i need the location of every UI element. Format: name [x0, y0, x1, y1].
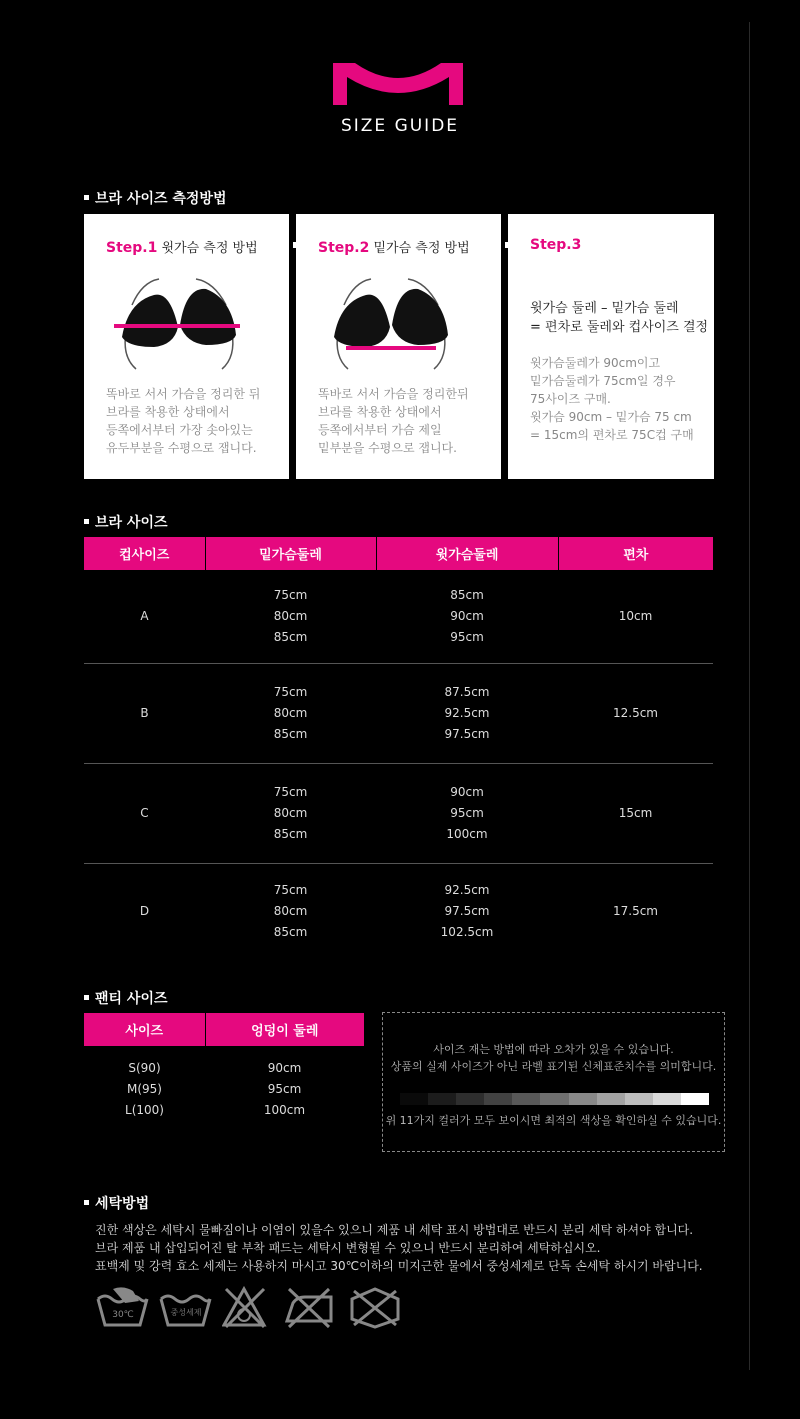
- panty-size-title: 팬티 사이즈: [84, 988, 168, 1008]
- cup-cell: C: [84, 763, 205, 863]
- color-swatch: [653, 1093, 681, 1105]
- step2-card: [296, 214, 501, 479]
- header-cup: 컵사이즈: [84, 537, 205, 570]
- step2-desc: 똑바로 서서 가슴을 정리한뒤 브라를 착용한 상태에서 등쪽에서부터 가슴 제일 밑부분을 수평으로 잽니다.: [318, 387, 469, 455]
- color-swatch-strip: [400, 1093, 709, 1105]
- table-header-row: [84, 1013, 364, 1046]
- step1-heading: Step.1 윗가슴 측정 방법: [106, 240, 258, 256]
- diff-cell: 17.5cm: [612, 903, 658, 918]
- header-underbust: 밑가슴둘레: [205, 537, 376, 570]
- bra-underbust-icon: [326, 277, 456, 372]
- wash-instructions: 진한 색상은 세탁시 물빠짐이나 이염이 있을수 있으니 제품 내 세탁 표시 방법대로 반드시 분리 세탁 하셔야 합니다. 브라 제품 내 삽입되어진 탈 부착 패드는 세탁시 변형될 수 있으니 반드시 분리하여 세탁하십시오. 표백제 및 강력 효소 세제는 사용하지 마시고 30℃이하의 미지근한 물에서 중성세제로 단독 손세탁 하시기 바랍니다.: [95, 1223, 703, 1273]
- underbust-cell: 75cm 80cm 85cm: [205, 663, 376, 763]
- step1-card: [84, 214, 289, 479]
- diff-cell: 15cm: [558, 763, 713, 863]
- color-swatch: [400, 1093, 428, 1105]
- overbust-cell: 90cm 95cm 100cm: [376, 763, 558, 863]
- cup-cell: B: [84, 663, 205, 763]
- step1-desc: 똑바로 서서 가슴을 정리한 뒤 브라를 착용한 상태에서 등쪽에서부터 가장 솟아있는 유두부분을 수평으로 잽니다.: [106, 387, 261, 455]
- color-swatch: [625, 1093, 653, 1105]
- diff-cell: 10cm: [558, 570, 713, 663]
- wash-title: 세탁방법: [84, 1193, 149, 1213]
- overbust-cell: 92.5cm 97.5cm 102.5cm: [440, 882, 494, 939]
- step3-card: [508, 214, 714, 479]
- diff-cell: 12.5cm: [558, 663, 713, 763]
- color-swatch: [569, 1093, 597, 1105]
- color-swatch: [456, 1093, 484, 1105]
- cup-cell: A: [84, 570, 205, 663]
- hand-wash-icon: [95, 1285, 150, 1330]
- svg-text:중성세제: 중성세제: [170, 1308, 202, 1317]
- overbust-cell: 87.5cm 92.5cm 97.5cm: [376, 663, 558, 763]
- color-swatch: [484, 1093, 512, 1105]
- color-swatch: [681, 1093, 709, 1105]
- cup-cell: D: [139, 903, 150, 918]
- bra-size-table: [84, 537, 713, 959]
- notice-box: [382, 1012, 725, 1152]
- table-row: [84, 763, 713, 863]
- page-title: SIZE GUIDE: [340, 116, 460, 136]
- step3-desc: 윗가슴둘레가 90cm이고 밑가슴둘레가 75cm일 경우 75사이즈 구매. 윗가슴 90cm – 밑가슴 75 cm = 15cm의 편차로 75C컵 구매: [530, 356, 694, 442]
- table-row: [84, 863, 713, 959]
- table-row: [84, 1046, 364, 1121]
- color-swatch: [428, 1093, 456, 1105]
- table-row: [84, 663, 713, 763]
- color-swatch: [597, 1093, 625, 1105]
- no-bleach-icon: [222, 1285, 267, 1330]
- panty-size-table: [84, 1013, 364, 1121]
- bra-overbust-icon: [114, 277, 244, 372]
- table-row: [84, 570, 713, 663]
- notice-text: 사이즈 재는 방법에 따라 오차가 있을 수 있습니다. 상품의 실제 사이즈가 아닌 라벨 표기된 신체표준치수를 의미합니다.: [390, 1043, 717, 1073]
- svg-text:30℃: 30℃: [112, 1310, 134, 1320]
- underbust-cell: 75cm 80cm 85cm: [205, 763, 376, 863]
- bra-size-title: 브라 사이즈: [84, 512, 168, 532]
- right-divider: [749, 22, 750, 1370]
- measure-section-title: 브라 사이즈 측정방법: [84, 188, 226, 208]
- header-diff: 편차: [558, 537, 713, 570]
- step2-heading: Step.2 밑가슴 측정 방법: [318, 240, 470, 256]
- table-header-row: [84, 537, 713, 570]
- notice-color-text: 위 11가지 컬러가 모두 보이시면 최적의 색상을 확인하실 수 있습니다.: [385, 1114, 722, 1127]
- brand-logo-icon: [333, 63, 463, 105]
- underbust-cell: 75cm 80cm 85cm: [205, 570, 376, 663]
- no-iron-icon: [283, 1285, 335, 1330]
- neutral-detergent-icon: [158, 1285, 213, 1330]
- header-overbust: 윗가슴둘레: [376, 537, 558, 570]
- no-tumble-dry-icon: [350, 1285, 400, 1330]
- step3-heading: Step.3: [530, 237, 582, 253]
- header-size: 사이즈: [84, 1013, 205, 1046]
- step3-formula: 윗가슴 둘레 – 밑가슴 둘레 = 편차로 둘레와 컵사이즈 결정: [530, 301, 709, 335]
- color-swatch: [540, 1093, 568, 1105]
- header-hip: 엉덩이 둘레: [205, 1013, 364, 1046]
- hip-cell: 90cm 95cm 100cm: [263, 1061, 306, 1117]
- underbust-cell: 75cm 80cm 85cm: [273, 882, 308, 939]
- overbust-cell: 85cm 90cm 95cm: [376, 570, 558, 663]
- size-cell: S(90) M(95) L(100): [125, 1061, 164, 1117]
- color-swatch: [512, 1093, 540, 1105]
